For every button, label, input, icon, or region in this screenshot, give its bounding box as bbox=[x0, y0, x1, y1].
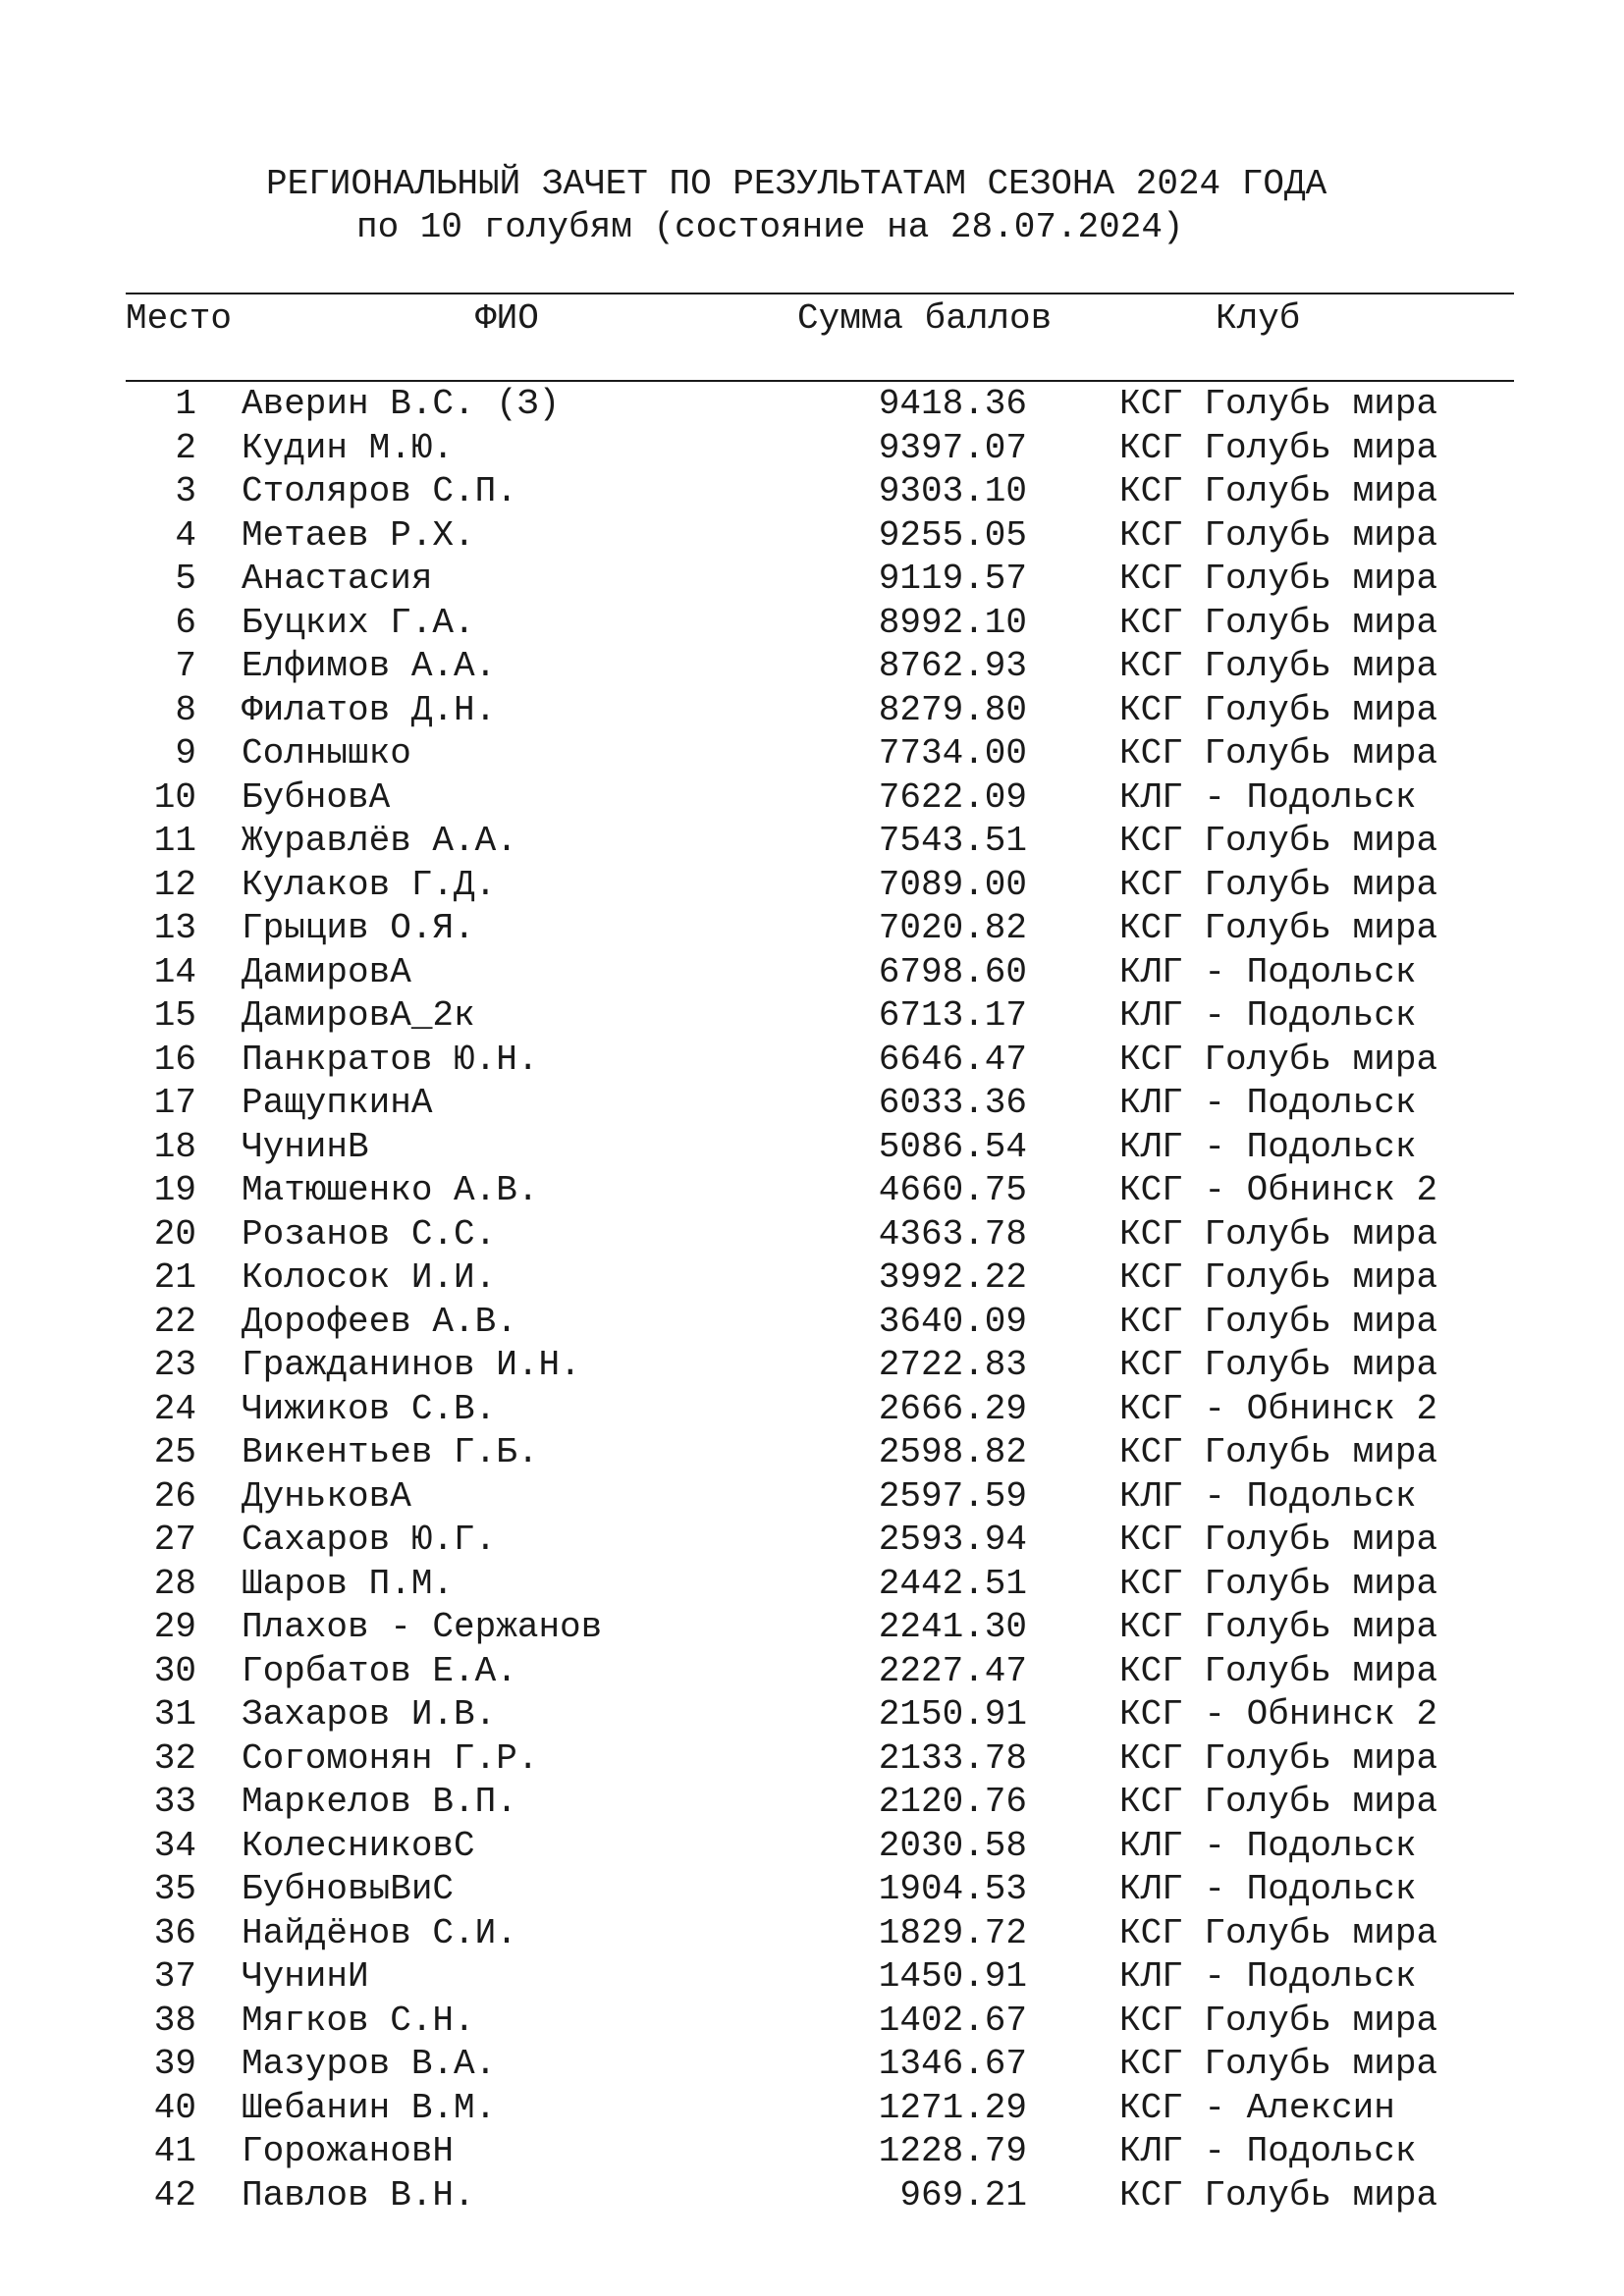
table-row bbox=[0, 820, 1624, 864]
cell-club: КЛГ - Подольск bbox=[1119, 1083, 1417, 1123]
table-row bbox=[0, 1301, 1624, 1345]
cell-club: КЛГ - Подольск bbox=[1119, 1825, 1417, 1866]
document-subtitle: по 10 голубям (состояние на 28.07.2024) bbox=[356, 207, 1184, 247]
cell-score: 1904.53 bbox=[878, 1869, 1027, 1909]
table-row bbox=[0, 1519, 1624, 1563]
cell-name: Мазуров В.А. bbox=[242, 2044, 497, 2084]
cell-name: Найдёнов С.И. bbox=[242, 1912, 517, 1953]
cell-name: Столяров С.П. bbox=[242, 471, 517, 511]
cell-name: Шебанин В.М. bbox=[242, 2087, 497, 2128]
cell-score: 9397.07 bbox=[878, 427, 1027, 468]
table-row bbox=[0, 994, 1624, 1039]
cell-name: ДуньковА bbox=[242, 1475, 411, 1517]
cell-club: КСГ Голубь мира bbox=[1119, 689, 1438, 730]
cell-club: КСГ Голубь мира bbox=[1119, 908, 1438, 948]
cell-place: 8 bbox=[175, 689, 196, 730]
table-row bbox=[0, 1256, 1624, 1301]
cell-club: КСГ Голубь мира bbox=[1119, 1782, 1438, 1822]
cell-place: 37 bbox=[153, 1956, 196, 1997]
cell-name: Согомонян Г.Р. bbox=[242, 1737, 539, 1779]
cell-name: Павлов В.Н. bbox=[242, 2174, 475, 2216]
cell-score: 3992.22 bbox=[878, 1257, 1027, 1298]
cell-name: Солнышко bbox=[242, 733, 411, 774]
cell-score: 2150.91 bbox=[878, 1694, 1027, 1735]
cell-score: 1829.72 bbox=[878, 1912, 1027, 1953]
cell-score: 5086.54 bbox=[878, 1126, 1027, 1167]
table-row bbox=[0, 864, 1624, 908]
table-row bbox=[0, 907, 1624, 951]
cell-club: КСГ - Обнинск 2 bbox=[1119, 1170, 1438, 1210]
table-row bbox=[0, 1693, 1624, 1737]
cell-score: 2133.78 bbox=[878, 1737, 1027, 1779]
cell-name: Матюшенко А.В. bbox=[242, 1170, 539, 1210]
cell-place: 19 bbox=[153, 1170, 196, 1210]
cell-name: КолесниковС bbox=[242, 1825, 475, 1866]
table-row bbox=[0, 383, 1624, 427]
cell-club: КСГ Голубь мира bbox=[1119, 1520, 1438, 1560]
cell-club: КСГ Голубь мира bbox=[1119, 1563, 1438, 1604]
table-row bbox=[0, 1737, 1624, 1782]
cell-name: Елфимов А.А. bbox=[242, 646, 497, 686]
table-row bbox=[0, 514, 1624, 559]
table-row bbox=[0, 776, 1624, 821]
table-row bbox=[0, 1169, 1624, 1213]
cell-place: 16 bbox=[153, 1039, 196, 1080]
cell-place: 22 bbox=[153, 1301, 196, 1342]
cell-place: 30 bbox=[153, 1650, 196, 1691]
column-header-place: Место bbox=[126, 298, 233, 339]
table-row bbox=[0, 2000, 1624, 2044]
cell-place: 41 bbox=[153, 2131, 196, 2171]
cell-place: 28 bbox=[153, 1563, 196, 1604]
cell-score: 1271.29 bbox=[878, 2087, 1027, 2128]
cell-place: 38 bbox=[153, 2000, 196, 2041]
cell-name: ДамировА bbox=[242, 951, 411, 992]
cell-score: 2030.58 bbox=[878, 1825, 1027, 1866]
cell-place: 27 bbox=[153, 1520, 196, 1560]
cell-club: КСГ Голубь мира bbox=[1119, 864, 1438, 905]
header-bottom-rule bbox=[126, 380, 1514, 382]
cell-club: КЛГ - Подольск bbox=[1119, 1126, 1417, 1167]
cell-place: 4 bbox=[175, 514, 196, 556]
cell-club: КЛГ - Подольск bbox=[1119, 1475, 1417, 1517]
cell-club: КСГ Голубь мира bbox=[1119, 733, 1438, 774]
cell-name: Кудин М.Ю. bbox=[242, 427, 455, 468]
cell-club: КСГ - Обнинск 2 bbox=[1119, 1694, 1438, 1735]
cell-place: 14 bbox=[153, 951, 196, 992]
header-top-rule bbox=[126, 293, 1514, 294]
cell-club: КСГ Голубь мира bbox=[1119, 1737, 1438, 1779]
cell-name: Грыцив О.Я. bbox=[242, 908, 475, 948]
cell-place: 24 bbox=[153, 1388, 196, 1429]
cell-name: РащупкинА bbox=[242, 1083, 433, 1123]
cell-name: ДамировА_2к bbox=[242, 995, 475, 1036]
results-table bbox=[0, 383, 1624, 2217]
cell-name: Анастасия bbox=[242, 559, 433, 599]
cell-name: Чижиков С.В. bbox=[242, 1388, 497, 1429]
cell-club: КСГ Голубь мира bbox=[1119, 1213, 1438, 1255]
cell-name: БубновыВиС bbox=[242, 1869, 455, 1909]
cell-club: КСГ Голубь мира bbox=[1119, 1257, 1438, 1298]
table-row bbox=[0, 1082, 1624, 1126]
cell-name: Аверин В.С. (З) bbox=[242, 384, 561, 424]
cell-name: Гражданинов И.Н. bbox=[242, 1345, 581, 1385]
cell-club: КСГ Голубь мира bbox=[1119, 602, 1438, 643]
cell-score: 2241.30 bbox=[878, 1607, 1027, 1647]
cell-place: 35 bbox=[153, 1869, 196, 1909]
cell-score: 4363.78 bbox=[878, 1213, 1027, 1255]
table-row bbox=[0, 1825, 1624, 1869]
table-row bbox=[0, 2130, 1624, 2174]
cell-name: Филатов Д.Н. bbox=[242, 689, 497, 730]
cell-name: Сахаров Ю.Г. bbox=[242, 1520, 497, 1560]
cell-place: 12 bbox=[153, 864, 196, 905]
cell-club: КСГ Голубь мира bbox=[1119, 1607, 1438, 1647]
table-row bbox=[0, 1213, 1624, 1257]
cell-name: Журавлёв А.А. bbox=[242, 821, 517, 861]
cell-name: Шаров П.М. bbox=[242, 1563, 455, 1604]
table-row bbox=[0, 1781, 1624, 1825]
cell-name: Горбатов Е.А. bbox=[242, 1650, 517, 1691]
cell-score: 9303.10 bbox=[878, 471, 1027, 511]
table-row bbox=[0, 1955, 1624, 2000]
cell-score: 2593.94 bbox=[878, 1520, 1027, 1560]
table-row bbox=[0, 2043, 1624, 2087]
cell-club: КЛГ - Подольск bbox=[1119, 2131, 1417, 2171]
cell-name: ЧунинВ bbox=[242, 1126, 369, 1167]
cell-club: КСГ Голубь мира bbox=[1119, 1345, 1438, 1385]
cell-club: КЛГ - Подольск bbox=[1119, 995, 1417, 1036]
cell-club: КСГ - Обнинск 2 bbox=[1119, 1388, 1438, 1429]
cell-place: 9 bbox=[175, 733, 196, 774]
cell-place: 33 bbox=[153, 1782, 196, 1822]
cell-score: 2120.76 bbox=[878, 1782, 1027, 1822]
cell-place: 5 bbox=[175, 559, 196, 599]
cell-place: 18 bbox=[153, 1126, 196, 1167]
table-row bbox=[0, 2174, 1624, 2218]
cell-club: КСГ Голубь мира bbox=[1119, 384, 1438, 424]
cell-score: 2666.29 bbox=[878, 1388, 1027, 1429]
column-header-score: Сумма баллов bbox=[797, 298, 1053, 339]
cell-name: ЧунинИ bbox=[242, 1956, 369, 1997]
table-row bbox=[0, 1563, 1624, 1607]
cell-club: КСГ Голубь мира bbox=[1119, 646, 1438, 686]
cell-score: 2597.59 bbox=[878, 1475, 1027, 1517]
cell-place: 36 bbox=[153, 1912, 196, 1953]
cell-score: 1346.67 bbox=[878, 2044, 1027, 2084]
cell-place: 25 bbox=[153, 1432, 196, 1472]
cell-place: 42 bbox=[153, 2174, 196, 2216]
cell-name: Колосок И.И. bbox=[242, 1257, 497, 1298]
cell-score: 2442.51 bbox=[878, 1563, 1027, 1604]
cell-score: 6713.17 bbox=[878, 995, 1027, 1036]
cell-name: Панкратов Ю.Н. bbox=[242, 1039, 539, 1080]
table-row bbox=[0, 1650, 1624, 1694]
cell-club: КСГ Голубь мира bbox=[1119, 1650, 1438, 1691]
cell-score: 8992.10 bbox=[878, 602, 1027, 643]
cell-score: 2227.47 bbox=[878, 1650, 1027, 1691]
cell-score: 7020.82 bbox=[878, 908, 1027, 948]
table-row bbox=[0, 558, 1624, 602]
cell-club: КСГ Голубь мира bbox=[1119, 821, 1438, 861]
table-row bbox=[0, 951, 1624, 995]
table-row bbox=[0, 602, 1624, 646]
cell-place: 11 bbox=[153, 821, 196, 861]
cell-club: КСГ Голубь мира bbox=[1119, 1912, 1438, 1953]
cell-score: 7734.00 bbox=[878, 733, 1027, 774]
cell-score: 1450.91 bbox=[878, 1956, 1027, 1997]
cell-name: Маркелов В.П. bbox=[242, 1782, 517, 1822]
cell-club: КСГ Голубь мира bbox=[1119, 1301, 1438, 1342]
table-row bbox=[0, 732, 1624, 776]
cell-name: Буцких Г.А. bbox=[242, 602, 475, 643]
cell-name: Кулаков Г.Д. bbox=[242, 864, 497, 905]
table-row bbox=[0, 689, 1624, 733]
cell-score: 9255.05 bbox=[878, 514, 1027, 556]
cell-score: 1402.67 bbox=[878, 2000, 1027, 2041]
cell-place: 3 bbox=[175, 471, 196, 511]
table-row bbox=[0, 1868, 1624, 1912]
table-row bbox=[0, 2087, 1624, 2131]
cell-score: 9418.36 bbox=[878, 384, 1027, 424]
cell-score: 8279.80 bbox=[878, 689, 1027, 730]
cell-score: 4660.75 bbox=[878, 1170, 1027, 1210]
cell-club: КСГ - Алексин bbox=[1119, 2087, 1395, 2128]
cell-score: 3640.09 bbox=[878, 1301, 1027, 1342]
cell-name: БубновА bbox=[242, 776, 391, 818]
cell-club: КЛГ - Подольск bbox=[1119, 1956, 1417, 1997]
cell-score: 1228.79 bbox=[878, 2131, 1027, 2171]
table-row bbox=[0, 645, 1624, 689]
cell-club: КЛГ - Подольск bbox=[1119, 951, 1417, 992]
cell-club: КСГ Голубь мира bbox=[1119, 427, 1438, 468]
table-row bbox=[0, 1912, 1624, 1956]
cell-place: 13 bbox=[153, 908, 196, 948]
cell-name: Розанов С.С. bbox=[242, 1213, 497, 1255]
table-row bbox=[0, 1431, 1624, 1475]
cell-club: КСГ Голубь мира bbox=[1119, 1039, 1438, 1080]
cell-club: КСГ Голубь мира bbox=[1119, 471, 1438, 511]
cell-place: 17 bbox=[153, 1083, 196, 1123]
cell-club: КСГ Голубь мира bbox=[1119, 2000, 1438, 2041]
cell-place: 34 bbox=[153, 1825, 196, 1866]
table-row bbox=[0, 1344, 1624, 1388]
table-row bbox=[0, 1475, 1624, 1520]
cell-score: 7089.00 bbox=[878, 864, 1027, 905]
column-header-name: ФИО bbox=[475, 298, 539, 339]
cell-place: 10 bbox=[153, 776, 196, 818]
cell-place: 20 bbox=[153, 1213, 196, 1255]
table-row bbox=[0, 1388, 1624, 1432]
cell-place: 40 bbox=[153, 2087, 196, 2128]
cell-place: 29 bbox=[153, 1607, 196, 1647]
cell-name: Плахов - Сержанов bbox=[242, 1607, 603, 1647]
cell-club: КСГ Голубь мира bbox=[1119, 514, 1438, 556]
cell-score: 8762.93 bbox=[878, 646, 1027, 686]
cell-place: 21 bbox=[153, 1257, 196, 1298]
cell-name: ГорожановН bbox=[242, 2131, 455, 2171]
cell-name: Метаев Р.Х. bbox=[242, 514, 475, 556]
cell-score: 7622.09 bbox=[878, 776, 1027, 818]
table-row bbox=[0, 1126, 1624, 1170]
column-header-club: Клуб bbox=[1216, 298, 1301, 339]
cell-name: Захаров И.В. bbox=[242, 1694, 497, 1735]
cell-place: 26 bbox=[153, 1475, 196, 1517]
cell-score: 9119.57 bbox=[878, 559, 1027, 599]
cell-score: 2598.82 bbox=[878, 1432, 1027, 1472]
cell-name: Викентьев Г.Б. bbox=[242, 1432, 539, 1472]
cell-name: Дорофеев А.В. bbox=[242, 1301, 517, 1342]
cell-club: КЛГ - Подольск bbox=[1119, 1869, 1417, 1909]
cell-score: 2722.83 bbox=[878, 1345, 1027, 1385]
cell-club: КСГ Голубь мира bbox=[1119, 1432, 1438, 1472]
cell-score: 6798.60 bbox=[878, 951, 1027, 992]
table-row bbox=[0, 1606, 1624, 1650]
cell-place: 39 bbox=[153, 2044, 196, 2084]
cell-score: 6033.36 bbox=[878, 1083, 1027, 1123]
cell-place: 1 bbox=[175, 384, 196, 424]
table-row bbox=[0, 427, 1624, 471]
cell-place: 32 bbox=[153, 1737, 196, 1779]
document-title: РЕГИОНАЛЬНЫЙ ЗАЧЕТ ПО РЕЗУЛЬТАТАМ СЕЗОНА 2024 ГОДА bbox=[266, 164, 1327, 204]
table-row bbox=[0, 1039, 1624, 1083]
cell-club: КЛГ - Подольск bbox=[1119, 776, 1417, 818]
cell-score: 6646.47 bbox=[878, 1039, 1027, 1080]
cell-score: 7543.51 bbox=[878, 821, 1027, 861]
cell-place: 31 bbox=[153, 1694, 196, 1735]
table-row bbox=[0, 470, 1624, 514]
cell-club: КСГ Голубь мира bbox=[1119, 2174, 1438, 2216]
cell-score: 969.21 bbox=[899, 2174, 1027, 2216]
cell-place: 6 bbox=[175, 602, 196, 643]
cell-club: КСГ Голубь мира bbox=[1119, 2044, 1438, 2084]
cell-place: 2 bbox=[175, 427, 196, 468]
cell-place: 7 bbox=[175, 646, 196, 686]
cell-name: Мягков С.Н. bbox=[242, 2000, 475, 2041]
cell-place: 23 bbox=[153, 1345, 196, 1385]
cell-place: 15 bbox=[153, 995, 196, 1036]
cell-club: КСГ Голубь мира bbox=[1119, 559, 1438, 599]
